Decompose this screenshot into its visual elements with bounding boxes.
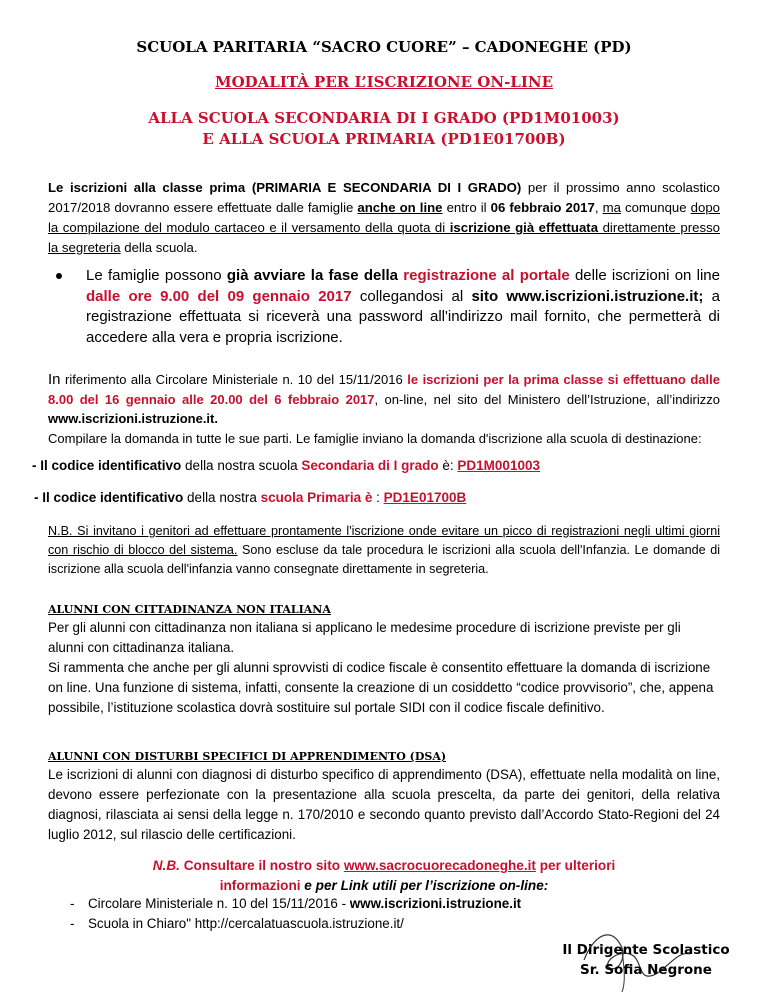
dsa-body: Le iscrizioni di alunni con diagnosi di disturbo specifico di apprendimento (DSA), effettuate nella modalità on line, devono essere perfezionate con la presentazione alla scuola prescelta, da parte dei genitori, della relativa diagnosi, rilasciata ai sensi della legge n. 170/2010 e secondo quanto previsto dall’Accordo Stato-Regioni del 24 luglio 2012, sul rilascio delle certificazioni. — [48, 767, 720, 842]
nb-paragraph — [48, 522, 720, 579]
secondary-school-code: PD1M001003 — [457, 458, 540, 473]
list-text: Circolare Ministeriale n. 10 del 15/11/2016 - — [88, 896, 350, 911]
secondary-code-line — [32, 458, 540, 473]
school-codes-line-2: E ALLA SCUOLA PRIMARIA (PD1E01700B) — [202, 130, 566, 148]
section-paragraph: Si rammenta che anche per gli alunni sprovvisti di codice fiscale è consentito effettuare la domanda di iscrizione on line. Una funzione di sistema, infatti, consente la creazione di un cosiddetto “codice provvisorio”, che, appena possibile, l’istituzione scolastica dovrà sostituire sul portale SIDI con il codice fiscale definitivo. — [48, 660, 714, 715]
intro-text: direttamente presso la segreteria — [48, 220, 720, 255]
signature-role: Il Dirigente Scolastico — [562, 942, 730, 958]
bullet-part: registrazione al portale — [403, 267, 570, 284]
bullet-part: Le famiglie possono — [86, 267, 227, 284]
intro-paragraph — [48, 178, 720, 258]
bullet-part: delle iscrizioni on line — [569, 267, 720, 284]
code-text: è: — [438, 458, 458, 473]
enrollment-period: le iscrizioni per la prima classe si effettuano dalle 8.00 del 16 gennaio alle 20.00 del 6 febbraio 2017 — [48, 372, 720, 407]
list-dash: - — [70, 896, 75, 911]
useful-links-list — [70, 894, 521, 934]
circolare-text: , on-line, nel sito del Ministero dell’Istruzione, all’indirizzo — [374, 391, 720, 407]
list-dash: - — [70, 916, 75, 931]
bullet-start-date: dalle ore 9.00 del 09 gennaio 2017 — [86, 287, 352, 305]
ministry-link[interactable]: www.iscrizioni.istruzione.it. — [48, 411, 218, 426]
code-text: : — [372, 490, 384, 505]
foreign-students-section — [48, 603, 720, 718]
foreign-students-body — [48, 618, 720, 718]
signature-block — [526, 920, 746, 998]
intro-text: della scuola. — [120, 240, 198, 255]
list-item — [70, 914, 521, 934]
intro-text: comunque — [620, 200, 691, 215]
nb-text: Sono escluse da tale procedura le iscrizioni alla scuola dell'Infanzia. Le domande di iscrizione alla scuola dell'infanzia vanno consegnate direttamente in segreteria. — [48, 543, 721, 576]
code-label: Il codice identificativo — [42, 490, 184, 505]
school-title: SCUOLA PARITARIA “SACRO CUORE” – CADONEGHE (PD) — [136, 38, 632, 56]
intro-text: per il prossimo anno scolastico 2017/2018 dovranno essere effettuate dalle famiglie — [48, 180, 721, 215]
intro-text: iscrizione già effettuata — [449, 220, 599, 235]
code-text: della nostra — [183, 490, 261, 505]
intro-text: Le iscrizioni alla classe prima (PRIMARIA E SECONDARIA DI I GRADO) — [48, 180, 522, 195]
code-text: della nostra scuola — [181, 458, 302, 473]
circolare-text: riferimento alla Circolare Ministeriale n. 10 del 15/11/2016 — [60, 372, 408, 387]
circolare-text: In — [48, 371, 61, 388]
footer-text: per ulteriori — [535, 858, 616, 873]
dsa-section — [48, 750, 720, 845]
signature-name: Sr. Sofia Negrone — [580, 962, 712, 978]
intro-text: entro il — [442, 200, 491, 215]
bullet-text — [86, 266, 720, 348]
intro-text: anche on line — [357, 200, 443, 215]
registration-bullet — [48, 266, 720, 348]
ministry-link[interactable]: www.iscrizioni.istruzione.it — [349, 896, 522, 911]
footer-text: N.B. — [152, 858, 180, 873]
school-website-link[interactable]: www.sacrocuorecadoneghe.it — [343, 858, 536, 873]
dsa-heading: ALUNNI CON DISTURBI SPECIFICI DI APPRENDIMENTO (DSA) — [48, 750, 447, 763]
bullet-part: a registrazione effettuata si riceverà una password all'indirizzo mail fornito, che permetterà di accedere alla vera e propria iscrizione. — [86, 287, 720, 346]
bullet-icon — [56, 273, 62, 279]
footer-note-line-1 — [40, 856, 728, 876]
intro-deadline: 06 febbraio 2017 — [490, 200, 595, 215]
footer-note — [40, 856, 728, 896]
foreign-students-heading: ALUNNI CON CITTADINANZA NON ITALIANA — [48, 603, 331, 616]
signature-lines — [546, 940, 746, 980]
footer-text: Consultare il nostro sito — [179, 858, 344, 873]
school-codes-line-1: ALLA SCUOLA SECONDARIA DI I GRADO (PD1M01003) — [148, 109, 620, 127]
circolare-text: Compilare la domanda in tutte le sue parti. Le famiglie inviano la domanda d'iscrizione alla scuola di destinazione: — [48, 430, 702, 446]
footer-text: informazioni — [219, 878, 301, 893]
footer-text: e per Link utili per l’iscrizione on-line: — [300, 878, 549, 893]
bullet-site: sito www.iscrizioni.istruzione.it; — [471, 287, 704, 305]
intro-text: dopo la compilazione del modulo cartaceo e il versamento della quota di — [48, 200, 720, 235]
footer-note-line-2 — [40, 876, 728, 896]
intro-text: , — [594, 200, 603, 215]
school-codes-title — [40, 108, 728, 150]
primary-code-line — [34, 490, 466, 505]
bullet-part: già avviare la fase della — [226, 267, 404, 284]
code-school: scuola Primaria è — [260, 490, 373, 505]
nb-text: N.B. Si invitano i genitori ad effettuare prontamente l'iscrizione onde evitare un picco di registrazioni negli ultimi giorni con rischio di blocco del sistema. — [48, 524, 720, 557]
list-item — [70, 894, 521, 914]
circolare-paragraph — [48, 370, 720, 448]
school-in-chiaro-link[interactable]: Scuola in Chiaro" http://cercalatuascuola.istruzione.it/ — [88, 916, 404, 931]
section-paragraph: Per gli alunni con cittadinanza non italiana si applicano le medesime procedure di iscrizione previste per gli alunni con cittadinanza italiana. — [48, 620, 681, 655]
enrollment-mode-title: MODALITÀ PER L’ISCRIZIONE ON-LINE — [214, 73, 554, 91]
code-school: Secondaria di I grado — [301, 458, 439, 473]
code-dash: - — [32, 458, 41, 473]
bullet-part: collegandosi al — [351, 287, 472, 305]
intro-text: ma — [602, 200, 621, 215]
code-label: Il codice identificativo — [40, 458, 182, 473]
code-dash: - — [34, 490, 43, 505]
primary-school-code: PD1E01700B — [383, 490, 467, 505]
